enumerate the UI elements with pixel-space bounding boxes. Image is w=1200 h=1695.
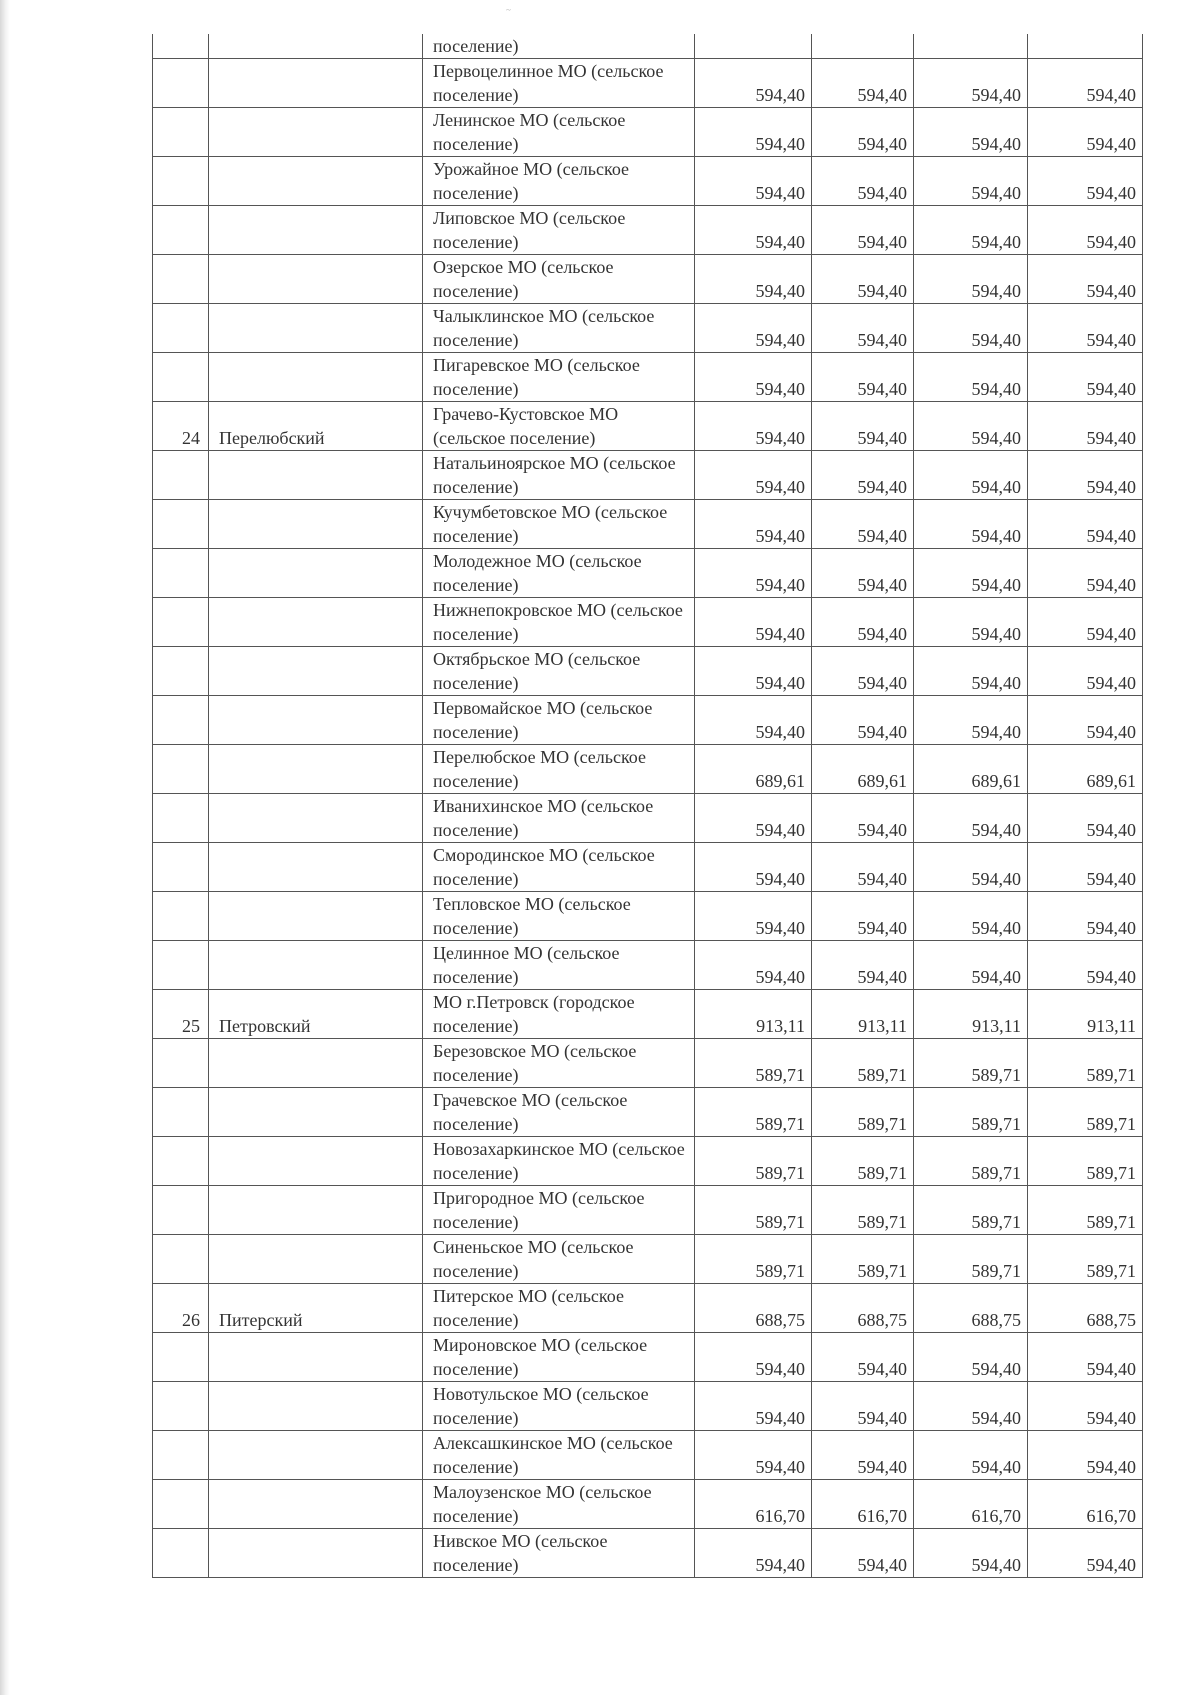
value-cell-2: 913,11 [812,990,914,1039]
table-row [153,157,1143,206]
row-number-cell [153,59,209,108]
settlement-name-cell [423,206,695,255]
settlement-name-cell [423,941,695,990]
table-row [153,108,1143,157]
value-cell-4: 594,40 [1028,549,1143,598]
value-cell-2: 589,71 [812,1039,914,1088]
value-cell-1: 589,71 [695,1235,812,1284]
value-cell-1: 594,40 [695,500,812,549]
value-cell-1: 594,40 [695,108,812,157]
value-cell-4: 594,40 [1028,402,1143,451]
settlement-name: Малоузенское МО (сельское поселение) [433,1482,652,1526]
row-number-cell [153,1235,209,1284]
value-cell-4 [1028,34,1143,59]
value-cell-2: 594,40 [812,157,914,206]
value-cell-4: 589,71 [1028,1235,1143,1284]
settlement-name-cell [423,1382,695,1431]
value-cell-3: 594,40 [914,304,1028,353]
value-cell-2: 594,40 [812,108,914,157]
value-cell-1 [695,34,812,59]
district-cell [209,1333,423,1382]
value-cell-4: 689,61 [1028,745,1143,794]
value-cell-4: 594,40 [1028,500,1143,549]
table-row [153,304,1143,353]
table-row [153,1235,1143,1284]
row-number-cell [153,1382,209,1431]
table-row [153,745,1143,794]
value-cell-2: 589,71 [812,1088,914,1137]
row-number-cell: 24 [153,402,209,451]
value-cell-2: 594,40 [812,451,914,500]
district-cell [209,647,423,696]
value-cell-1: 594,40 [695,157,812,206]
row-number-cell [153,843,209,892]
row-number-cell [153,353,209,402]
table-row [153,59,1143,108]
value-cell-1: 589,71 [695,1039,812,1088]
value-cell-4: 594,40 [1028,598,1143,647]
value-cell-3: 594,40 [914,353,1028,402]
row-number-cell [153,500,209,549]
value-cell-1: 594,40 [695,843,812,892]
value-cell-2: 594,40 [812,549,914,598]
settlement-name-cell [423,108,695,157]
value-cell-3: 589,71 [914,1186,1028,1235]
value-cell-1: 589,71 [695,1137,812,1186]
district-cell: Питерский [209,1284,423,1333]
settlement-name-cell [423,402,695,451]
value-cell-1: 594,40 [695,549,812,598]
settlement-name: Нивское МО (сельское поселение) [433,1531,608,1575]
settlement-name: Нижнепокровское МО (сельское поселение) [433,600,683,644]
value-cell-3: 594,40 [914,941,1028,990]
value-cell-1: 594,40 [695,1431,812,1480]
value-cell-2: 594,40 [812,353,914,402]
table-row [153,1480,1143,1529]
value-cell-4: 594,40 [1028,1529,1143,1578]
settlement-name: Грачево-Кустовское МО (сельское поселение) [433,404,619,448]
value-cell-1: 589,71 [695,1088,812,1137]
value-cell-2: 594,40 [812,696,914,745]
settlement-name: Озерское МО (сельское поселение) [433,257,614,301]
table-row [153,1284,1143,1333]
value-cell-1: 594,40 [695,402,812,451]
settlement-name: Пригородное МО (сельское поселение) [433,1188,645,1232]
row-number-cell [153,1431,209,1480]
value-cell-4: 688,75 [1028,1284,1143,1333]
value-cell-1: 594,40 [695,1529,812,1578]
district-cell [209,157,423,206]
settlement-name-cell [423,255,695,304]
settlement-name-cell [423,1431,695,1480]
settlement-name: Первоцелинное МО (сельское поселение) [433,61,664,105]
row-number-cell [153,1333,209,1382]
value-cell-2: 594,40 [812,598,914,647]
value-cell-3: 594,40 [914,843,1028,892]
table-row [153,1333,1143,1382]
value-cell-4: 594,40 [1028,647,1143,696]
settlement-name-cell [423,451,695,500]
value-cell-3: 594,40 [914,451,1028,500]
row-number-cell [153,1529,209,1578]
settlement-name: Первомайское МО (сельское поселение) [433,698,653,742]
district-cell [209,843,423,892]
value-cell-2: 594,40 [812,59,914,108]
value-cell-4: 594,40 [1028,206,1143,255]
value-cell-1: 594,40 [695,59,812,108]
value-cell-3: 594,40 [914,1333,1028,1382]
table-row [153,990,1143,1039]
row-number-cell [153,304,209,353]
settlement-name-cell [423,1137,695,1186]
settlement-name: Березовское МО (сельское поселение) [433,1041,637,1085]
row-number-cell [153,696,209,745]
district-cell [209,1186,423,1235]
value-cell-2: 594,40 [812,843,914,892]
value-cell-3: 594,40 [914,402,1028,451]
value-cell-1: 594,40 [695,941,812,990]
value-cell-3: 589,71 [914,1039,1028,1088]
value-cell-2: 594,40 [812,647,914,696]
value-cell-2: 689,61 [812,745,914,794]
value-cell-4: 594,40 [1028,696,1143,745]
value-cell-3: 594,40 [914,696,1028,745]
settlement-name: Октябрьское МО (сельское поселение) [433,649,641,693]
value-cell-3: 594,40 [914,1431,1028,1480]
value-cell-3: 594,40 [914,647,1028,696]
value-cell-2: 594,40 [812,206,914,255]
value-cell-4: 594,40 [1028,843,1143,892]
table-row [153,1431,1143,1480]
table-row [153,1137,1143,1186]
table-row [153,206,1143,255]
value-cell-2: 594,40 [812,794,914,843]
settlement-name: Смородинское МО (сельское поселение) [433,845,655,889]
value-cell-4: 594,40 [1028,255,1143,304]
row-number-cell [153,1480,209,1529]
settlement-name-cell [423,1284,695,1333]
district-cell [209,941,423,990]
row-number-cell: 26 [153,1284,209,1333]
settlement-name: Кучумбетовское МО (сельское поселение) [433,502,668,546]
district-cell [209,353,423,402]
settlement-name: МО г.Петровск (городское поселение) [433,992,635,1036]
settlements-table [152,34,1143,1578]
table-row [153,598,1143,647]
table-row [153,402,1143,451]
value-cell-3: 594,40 [914,794,1028,843]
value-cell-3: 594,40 [914,206,1028,255]
value-cell-3: 616,70 [914,1480,1028,1529]
value-cell-2: 616,70 [812,1480,914,1529]
settlement-name: Грачевское МО (сельское поселение) [433,1090,628,1134]
district-cell [209,598,423,647]
scan-speck: ~ [506,5,511,15]
row-number-cell [153,1039,209,1088]
settlement-name: Синеньское МО (сельское поселение) [433,1237,634,1281]
value-cell-2 [812,34,914,59]
district-cell [209,1480,423,1529]
value-cell-1: 594,40 [695,255,812,304]
table-row [153,1088,1143,1137]
value-cell-2: 594,40 [812,304,914,353]
district-cell [209,745,423,794]
settlement-name: Чалыклинское МО (сельское поселение) [433,306,655,350]
value-cell-3: 594,40 [914,598,1028,647]
row-number-cell [153,1137,209,1186]
row-number-cell [153,451,209,500]
settlement-name-cell [423,647,695,696]
row-number-cell [153,1186,209,1235]
district-cell [209,500,423,549]
settlement-name-cell [423,794,695,843]
value-cell-2: 594,40 [812,941,914,990]
settlement-name-cell [423,1529,695,1578]
settlement-name: Питерское МО (сельское поселение) [433,1286,624,1330]
district-cell [209,34,423,59]
table-row [153,1382,1143,1431]
value-cell-1: 688,75 [695,1284,812,1333]
value-cell-1: 594,40 [695,794,812,843]
settlement-name: поселение) [433,36,519,56]
value-cell-4: 594,40 [1028,1382,1143,1431]
settlement-name-cell [423,598,695,647]
value-cell-4: 594,40 [1028,451,1143,500]
value-cell-1: 594,40 [695,598,812,647]
value-cell-4: 594,40 [1028,1333,1143,1382]
row-number-cell [153,794,209,843]
value-cell-1: 594,40 [695,1333,812,1382]
settlement-name-cell [423,745,695,794]
settlement-name: Тепловское МО (сельское поселение) [433,894,631,938]
settlement-name: Ленинское МО (сельское поселение) [433,110,626,154]
settlement-name: Целинное МО (сельское поселение) [433,943,620,987]
district-cell [209,1529,423,1578]
table-row [153,794,1143,843]
value-cell-4: 594,40 [1028,108,1143,157]
value-cell-3: 589,71 [914,1235,1028,1284]
value-cell-3: 913,11 [914,990,1028,1039]
value-cell-4: 594,40 [1028,794,1143,843]
district-cell [209,1235,423,1284]
value-cell-4: 616,70 [1028,1480,1143,1529]
settlement-name-cell [423,1088,695,1137]
district-cell [209,304,423,353]
settlement-name-cell [423,1333,695,1382]
value-cell-2: 594,40 [812,1431,914,1480]
table-row [153,843,1143,892]
settlement-name-cell [423,549,695,598]
value-cell-2: 594,40 [812,500,914,549]
district-cell [209,108,423,157]
value-cell-2: 594,40 [812,892,914,941]
settlement-name: Урожайное МО (сельское поселение) [433,159,630,203]
row-number-cell [153,108,209,157]
value-cell-1: 594,40 [695,304,812,353]
district-cell [209,1088,423,1137]
row-number-cell [153,647,209,696]
settlement-name-cell [423,1235,695,1284]
table-row [153,451,1143,500]
row-number-cell [153,941,209,990]
value-cell-3: 689,61 [914,745,1028,794]
value-cell-1: 594,40 [695,451,812,500]
row-number-cell [153,598,209,647]
value-cell-1: 616,70 [695,1480,812,1529]
settlement-name-cell [423,696,695,745]
table-row [153,696,1143,745]
value-cell-3: 594,40 [914,549,1028,598]
settlement-name: Иванихинское МО (сельское поселение) [433,796,654,840]
settlement-name: Новозахаркинское МО (сельское поселение) [433,1139,685,1183]
value-cell-3: 594,40 [914,59,1028,108]
table-row [153,1529,1143,1578]
settlement-name-cell [423,500,695,549]
district-cell [209,549,423,598]
table-row [153,549,1143,598]
value-cell-2: 594,40 [812,402,914,451]
settlement-name-cell [423,990,695,1039]
district-cell [209,206,423,255]
value-cell-3: 594,40 [914,500,1028,549]
value-cell-4: 594,40 [1028,59,1143,108]
settlement-name: Новотульское МО (сельское поселение) [433,1384,649,1428]
value-cell-2: 594,40 [812,255,914,304]
value-cell-3: 594,40 [914,1529,1028,1578]
table-row [153,500,1143,549]
value-cell-1: 594,40 [695,1382,812,1431]
settlement-name: Пигаревское МО (сельское поселение) [433,355,640,399]
value-cell-1: 594,40 [695,696,812,745]
value-cell-1: 589,71 [695,1186,812,1235]
settlement-name-cell [423,34,695,59]
value-cell-4: 594,40 [1028,157,1143,206]
settlement-name: Алексашкинское МО (сельское поселение) [433,1433,673,1477]
table-row [153,34,1143,59]
row-number-cell [153,549,209,598]
settlement-name: Натальиноярское МО (сельское поселение) [433,453,676,497]
value-cell-4: 594,40 [1028,353,1143,402]
value-cell-2: 589,71 [812,1137,914,1186]
district-cell [209,696,423,745]
value-cell-1: 913,11 [695,990,812,1039]
value-cell-4: 589,71 [1028,1039,1143,1088]
settlement-name-cell [423,353,695,402]
value-cell-3: 589,71 [914,1137,1028,1186]
row-number-cell [153,255,209,304]
district-cell [209,255,423,304]
value-cell-3: 688,75 [914,1284,1028,1333]
value-cell-2: 594,40 [812,1333,914,1382]
value-cell-3: 589,71 [914,1088,1028,1137]
value-cell-3: 594,40 [914,108,1028,157]
settlement-name: Перелюбское МО (сельское поселение) [433,747,647,791]
district-cell: Перелюбский [209,402,423,451]
value-cell-3: 594,40 [914,255,1028,304]
value-cell-4: 589,71 [1028,1186,1143,1235]
table-row [153,941,1143,990]
value-cell-4: 589,71 [1028,1088,1143,1137]
value-cell-3 [914,34,1028,59]
settlement-name-cell [423,892,695,941]
value-cell-2: 594,40 [812,1382,914,1431]
value-cell-4: 594,40 [1028,941,1143,990]
settlement-name-cell [423,1480,695,1529]
value-cell-4: 594,40 [1028,1431,1143,1480]
row-number-cell [153,34,209,59]
table-row [153,892,1143,941]
table-row [153,353,1143,402]
district-cell [209,1039,423,1088]
settlement-name-cell [423,1039,695,1088]
value-cell-1: 594,40 [695,206,812,255]
row-number-cell [153,745,209,794]
district-cell: Петровский [209,990,423,1039]
row-number-cell [153,1088,209,1137]
value-cell-4: 594,40 [1028,892,1143,941]
row-number-cell: 25 [153,990,209,1039]
row-number-cell [153,206,209,255]
settlement-name-cell [423,304,695,353]
district-cell [209,1382,423,1431]
table-row [153,1186,1143,1235]
row-number-cell [153,892,209,941]
table-row [153,255,1143,304]
district-cell [209,1137,423,1186]
value-cell-3: 594,40 [914,892,1028,941]
district-cell [209,892,423,941]
value-cell-2: 594,40 [812,1529,914,1578]
row-number-cell [153,157,209,206]
district-cell [209,451,423,500]
value-cell-3: 594,40 [914,157,1028,206]
district-cell [209,1431,423,1480]
table-row [153,647,1143,696]
value-cell-1: 594,40 [695,647,812,696]
value-cell-2: 589,71 [812,1235,914,1284]
district-cell [209,794,423,843]
value-cell-1: 594,40 [695,892,812,941]
settlement-name-cell [423,1186,695,1235]
settlement-name: Липовское МО (сельское поселение) [433,208,626,252]
value-cell-3: 594,40 [914,1382,1028,1431]
value-cell-2: 688,75 [812,1284,914,1333]
settlement-name-cell [423,843,695,892]
value-cell-4: 594,40 [1028,304,1143,353]
value-cell-4: 913,11 [1028,990,1143,1039]
table-row [153,1039,1143,1088]
value-cell-1: 689,61 [695,745,812,794]
value-cell-1: 594,40 [695,353,812,402]
settlement-name: Мироновское МО (сельское поселение) [433,1335,648,1379]
scan-page-edge [0,0,10,1695]
table-body [153,34,1143,1578]
settlement-name: Молодежное МО (сельское поселение) [433,551,642,595]
district-cell [209,59,423,108]
settlement-name-cell [423,59,695,108]
settlement-name-cell [423,157,695,206]
value-cell-4: 589,71 [1028,1137,1143,1186]
value-cell-2: 589,71 [812,1186,914,1235]
